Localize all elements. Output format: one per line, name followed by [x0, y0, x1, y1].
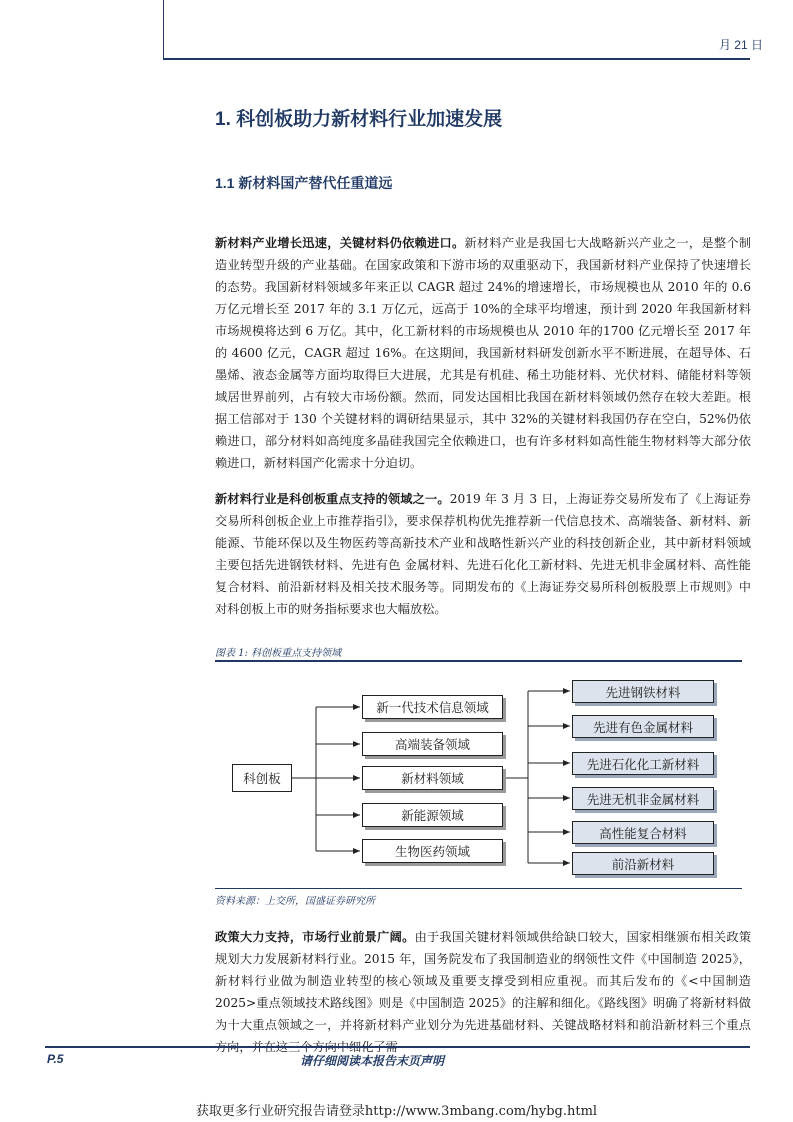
- diagram-material-box: 先进钢铁材料: [572, 680, 714, 703]
- diagram-material-box: 先进无机非金属材料: [572, 787, 714, 810]
- subsection-title: 1.1 新材料国产替代任重道远: [215, 175, 393, 191]
- section-title: 1. 科创板助力新材料行业加速发展: [215, 109, 503, 130]
- paragraph-1-lead: 新材料产业增长迅速，关键材料仍依赖进口。: [215, 236, 465, 250]
- diagram-root-box: 科创板: [232, 764, 292, 792]
- diagram-field-box: 新材料领域: [362, 766, 503, 790]
- diagram-field-box: 新一代技术信息领域: [362, 695, 503, 719]
- page-number: P.5: [47, 1052, 64, 1066]
- header-date: 月 21 日: [718, 38, 763, 52]
- bottom-link[interactable]: 获取更多行业研究报告请登录http://www.3mbang.com/hybg.html: [195, 1104, 598, 1119]
- footer-rule: [45, 1046, 750, 1048]
- paragraph-2-lead: 新材料行业是科创板重点支持的领域之一。: [215, 492, 450, 506]
- diagram-field-box: 高端装备领域: [362, 732, 503, 756]
- figure-source: 资料来源：上交所，国盛证券研究所: [215, 896, 375, 907]
- diagram-field-box: 新能源领域: [362, 803, 503, 827]
- paragraph-3-body: 由于我国关键材料领域供给缺口较大，国家相继颁布相关政策规划大力发展新材料行业。2015 年，国务院发布了我国制造业的纲领性文件《中国制造 2025》，新材料行业做为制造业转型的核心领域及重要支撑受到相应重视。而其后发布的《<中国制造 2025>重点领域技术路线图》则是《中国制造 2025》的注解和细化。《路线图》明确了将新材料做为十大重点领域之一，并将新材料产业划分为先进基础材料、关键战略材料和前沿新材料三个重点: [215, 930, 752, 1032]
- footer-disclaimer: 请仔细阅读本报告末页声明: [300, 1054, 445, 1068]
- diagram-material-box: 高性能复合材料: [572, 821, 714, 844]
- diagram-material-box: 先进有色金属材料: [572, 715, 714, 738]
- paragraph-2-body: 2019 年 3 月 3 日，上海证券交易所发布了《上海证券交易所科创板企业上市推荐指引》，要求保荐机构优先推荐新一代信息技术、高端装备、新材料、新能源、节能环保以及生物医药等高新技术产业和战略性新兴产业的科技创新企业，其中新材料领域主要包括先进钢铁材料、先进有色 金属材料、先进石化化工新材料、先进无机非金属材料、高性能复合材料、前沿新材料及相关技术服务等。同期发布的《上海证券交易所科创板股票上市规则》中对科创板上市的财务指标要求也大幅放松。: [215, 492, 751, 616]
- figure-bottom-rule: [215, 888, 742, 889]
- paragraph-3-lead: 政策大力支持，市场行业前景广阔。: [215, 930, 415, 944]
- paragraph-1-body: 新材料产业是我国七大战略新兴产业之一，是整个制造业转型升级的产业基础。在国家政策和下游市场的双重驱动下，我国新材料产业保持了快速增长的态势。我国新材料领域多年来正以 CAGR 超过 24%的增速增长，市场规模也从 2010 年的 0.6 万亿元增长至 2017 年的 3.1 万亿元，远高于 10%的全球平均增速，预计到 2020 年我国新材料市场规模将达到 6 万亿。其中，化工新材料的市场规模也从 2010 年的1700 亿元增长至 2017 年的 4600 亿元，CAGR 超过 16%。在这期间，我国新材料研发创新水平不断进展，在超导体、石墨烯、液态金属等方面均取得巨大进展，尤其是有机硅、稀土功能材料、光伏材料、储能材料等领域居世界前列，占有较大市场份额。然而，同发达国相比我国在新材料领域仍然存在较大差距。根据工信部对于 130 个关键材料的调研结果显示，其中 32%的关键材料我国仍存在空白，52%仍依赖进口，部分材料如高纯度多晶硅我国完全依赖进口，也有许多材料如高性能生物材料等大部分依赖进口，新材料国产化需求十分迫切。: [215, 236, 752, 470]
- figure-caption: 图表 1: 科创板重点支持领域: [215, 648, 342, 659]
- diagram-field-box: 生物医药领域: [362, 839, 503, 863]
- diagram-material-box: 前沿新材料: [572, 852, 714, 875]
- diagram-material-box: 先进石化化工新材料: [572, 752, 714, 775]
- paragraph-3: [215, 926, 751, 1058]
